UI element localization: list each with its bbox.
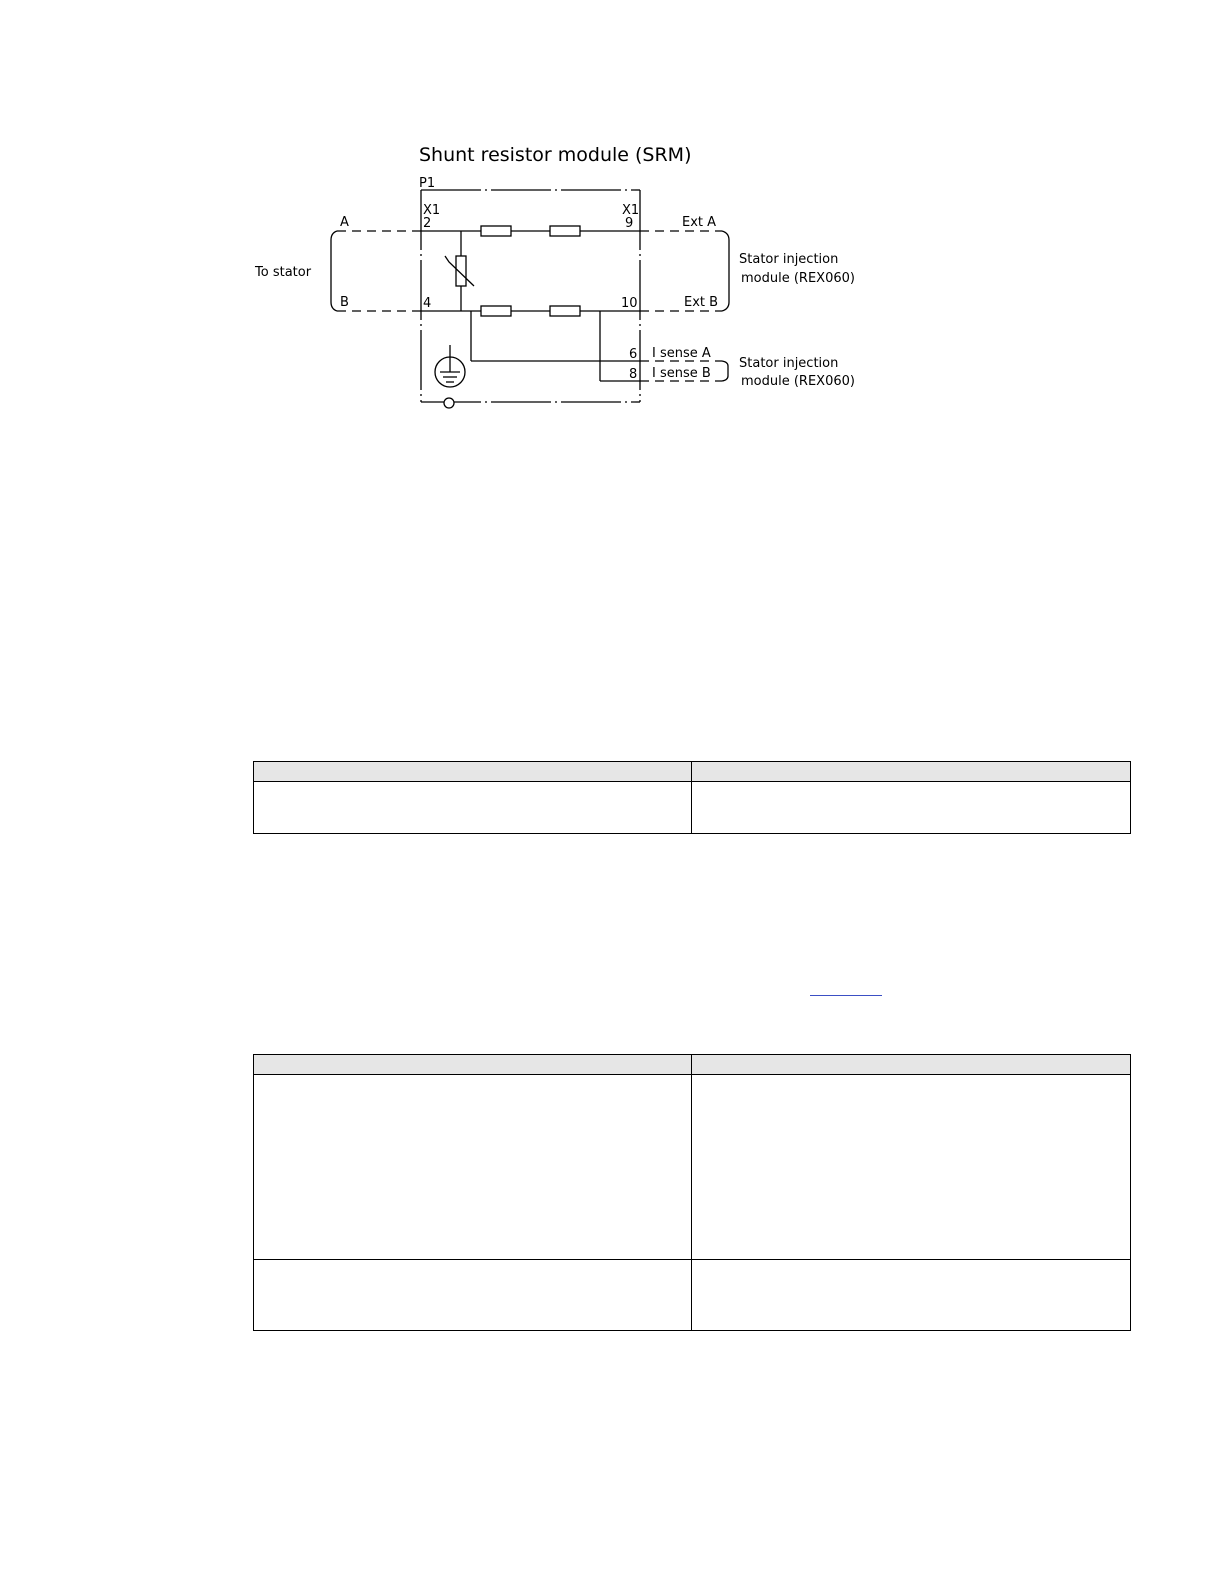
resistor-a2 [550, 226, 580, 236]
table-2-header-cell [692, 1055, 1131, 1075]
table-1-header-cell [254, 762, 692, 782]
resistor-b2 [550, 306, 580, 316]
table-1-cell [692, 782, 1131, 834]
x1-right-label: X1 [622, 203, 640, 218]
to-stator-brace [331, 231, 337, 311]
i-sense-a-label: I sense A [652, 346, 711, 361]
x1-left-label: X1 [423, 203, 441, 218]
injection-brace-lower [722, 361, 728, 381]
pin-10-label: 10 [621, 296, 638, 311]
table-1 [253, 761, 1131, 834]
ext-a-label: Ext A [682, 215, 717, 230]
table-2-cell [692, 1260, 1131, 1331]
table-1-header-row [254, 762, 1131, 782]
table-2-row [254, 1260, 1131, 1331]
table-1-cell [254, 782, 692, 834]
diagram-title: Shunt resistor module (SRM) [419, 144, 692, 166]
table-2-cell [254, 1260, 692, 1331]
pin-2-label: 2 [423, 216, 432, 231]
srm-wiring-diagram [0, 0, 1225, 460]
table-2 [253, 1054, 1131, 1331]
table-1-header-cell [692, 762, 1131, 782]
table-2-header-row [254, 1055, 1131, 1075]
protective-earth-icon [435, 345, 465, 387]
line-b-label: B [340, 295, 349, 310]
injection-upper-line1: Stator injection [739, 252, 839, 267]
injection-lower-line1: Stator injection [739, 356, 839, 371]
frame-terminal-icon [444, 398, 454, 408]
p1-module-frame [421, 190, 640, 402]
injection-upper-line2: module (REX060) [741, 271, 855, 286]
table-2-cell [692, 1075, 1131, 1260]
to-stator-label: To stator [255, 265, 312, 280]
injection-brace-upper [722, 231, 729, 311]
p1-label: P1 [419, 176, 436, 191]
line-a-label: A [340, 215, 349, 230]
resistor-b1 [481, 306, 511, 316]
varistor-symbol [445, 256, 474, 286]
pin-8-label: 8 [629, 367, 638, 382]
i-sense-b-label: I sense B [652, 366, 711, 381]
table-1-row [254, 782, 1131, 834]
table-2-header-cell [254, 1055, 692, 1075]
table-2-cell [254, 1075, 692, 1260]
ext-b-label: Ext B [684, 295, 719, 310]
hyperlink-underline[interactable] [810, 995, 882, 996]
table-2-row [254, 1075, 1131, 1260]
internal-wiring [421, 231, 640, 381]
pin-6-label: 6 [629, 347, 638, 362]
resistor-a1 [481, 226, 511, 236]
pin-9-label: 9 [625, 216, 634, 231]
injection-lower-line2: module (REX060) [741, 374, 855, 389]
pin-4-label: 4 [423, 296, 432, 311]
